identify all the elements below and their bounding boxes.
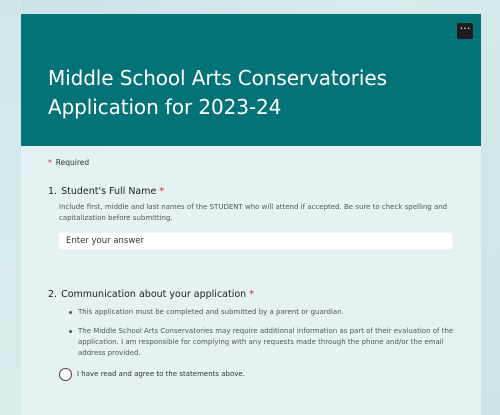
question-2-label: Communication about your application [61, 289, 247, 300]
question-1-required-star: * [159, 186, 165, 197]
statement-text: The Middle School Arts Conservatories may require additional information as part of their evaluation of the application. I am responsible for complying with any requests made through the phone and/or the email address provided. [78, 327, 454, 357]
question-1-number: 1. [48, 186, 58, 197]
required-star: * [48, 158, 52, 167]
question-2-title [48, 289, 254, 300]
form-header [21, 14, 481, 146]
question-1-subtitle: Include first, middle and last names of the STUDENT who will attend if accepted. Be sure to check spelling and capitalization before submitting. [59, 203, 448, 222]
statement-item [69, 307, 464, 318]
question-1-label: Student's Full Name [61, 186, 157, 197]
agree-option-label: I have read and agree to the statements above. [77, 370, 245, 378]
question-2-required-star: * [249, 289, 254, 300]
form-title: Middle School Arts Conservatories Application for 2023-24 [48, 66, 387, 119]
bullet-icon [69, 311, 72, 314]
question-2-number: 2. [48, 289, 58, 300]
background-left [0, 0, 22, 415]
required-note-label: Required [55, 158, 90, 167]
required-note [48, 158, 89, 167]
statement-item [69, 326, 464, 359]
question-2-statements [69, 307, 464, 364]
form-body [21, 146, 481, 415]
statement-text: This application must be completed and submitted by a parent or guardian. [78, 308, 344, 316]
background-right [480, 0, 500, 415]
radio-button[interactable] [59, 368, 72, 381]
bullet-icon [69, 330, 72, 333]
more-options-icon[interactable]: ··· [457, 23, 473, 39]
student-name-input[interactable] [58, 232, 453, 250]
question-1-title [48, 186, 164, 197]
